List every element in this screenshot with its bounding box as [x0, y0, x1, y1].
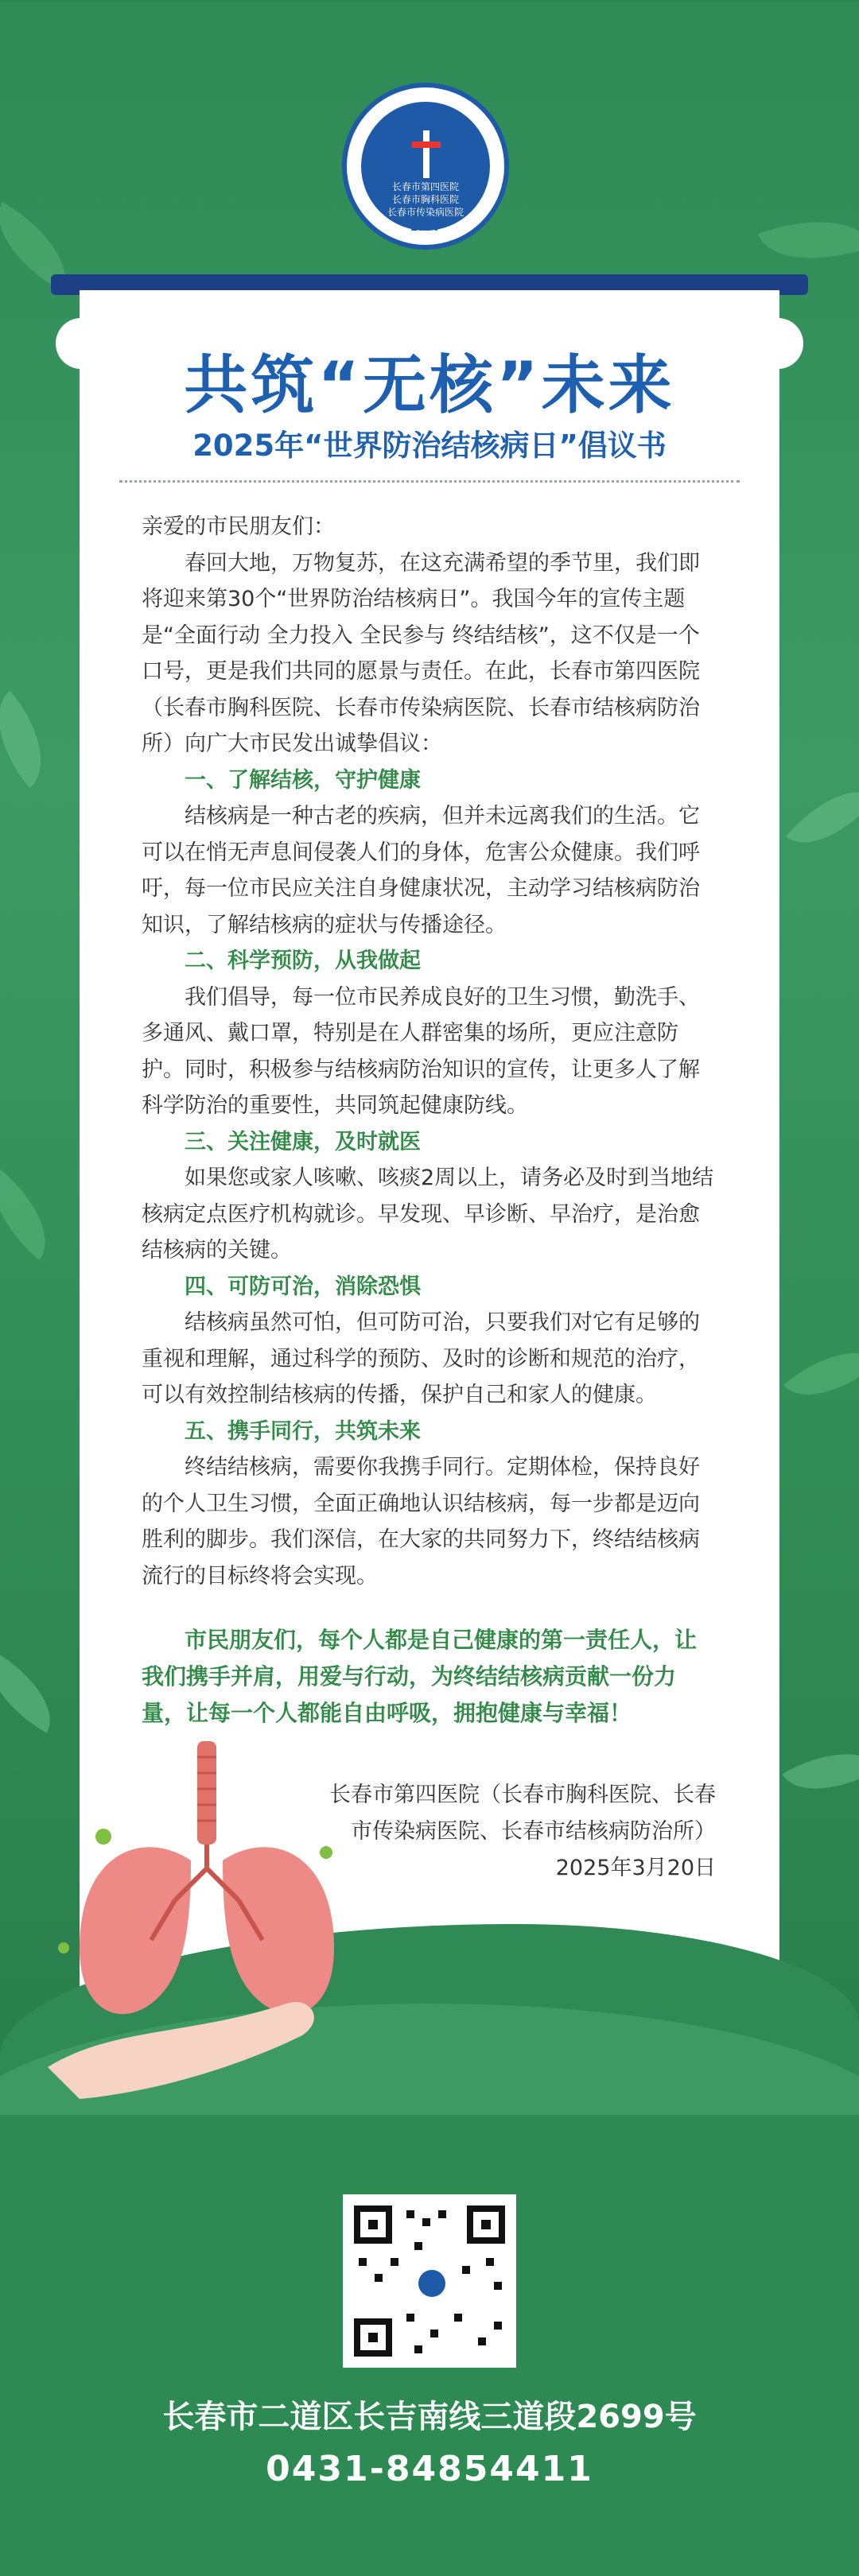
cross-icon [412, 130, 441, 178]
greeting: 亲爱的市民朋友们： [142, 514, 335, 539]
leaf-decoration-icon [783, 1329, 859, 1419]
section-text: 我们倡导，每一位市民养成良好的卫生习惯，勤洗手、多通风、戴口罩，特别是在人群密集的场所，更应注意防护。同时，积极参与结核病防治知识的宣传，让更多人了解科学防治的重要性，共同筑起健康防线。 [142, 984, 700, 1118]
signature [318, 1777, 716, 1887]
leaf-decoration-icon [0, 1651, 69, 1732]
logo-text-line3: 长春市传染病医院 [387, 207, 464, 218]
hospital-logo-icon [342, 83, 509, 250]
qr-code-icon [343, 2194, 516, 2368]
lungs-illustration-icon [48, 1741, 366, 2107]
section-text: 终结结核病，需要你我携手同行。定期体检，保持良好的个人卫生习惯，全面正确地认识结核病，每一步都是迈向胜利的脚步。我们深信，在大家的共同努力下，终结结核病流行的目标终将会实现。 [142, 1455, 700, 1589]
section-heading: 五、携手同行，共筑未来 [185, 1418, 421, 1444]
signature-date: 2025年3月20日 [555, 1856, 716, 1880]
logo-text-line1: 长春市第四医院 [391, 181, 459, 192]
logo-year: 1957 [410, 221, 441, 234]
section-text: 结核病虽然可怕，但可防可治，只要我们对它有足够的重视和理解，通过科学的预防、及时的诊断和规范的治疗，可以有效控制结核病的传播，保护自己和家人的健康。 [142, 1310, 700, 1407]
leaf-decoration-icon [0, 691, 66, 789]
page-title: 共筑“无核”未来 [184, 348, 675, 422]
logo-text-line2: 长春市胸科医院 [391, 194, 459, 205]
section-text: 如果您或家人咳嗽、咳痰2周以上，请务必及时到当地结核病定点医疗机构就诊。早发现、早诊断、早治疗，是治愈结核病的关键。 [142, 1166, 714, 1263]
letter-body [142, 509, 717, 1594]
page-subtitle: 2025年“世界防治结核病日”倡议书 [192, 429, 667, 463]
section-text: 结核病是一种古老的疾病，但并未远离我们的生活。它可以在悄无声息间侵袭人们的身体，危害公众健康。我们呼吁，每一位市民应关注自身健康状况，主动学习结核病防治知识，了解结核病的症状与传播途径。 [142, 804, 700, 937]
footer-phone: 0431-84854411 [266, 2449, 593, 2489]
intro-paragraph: 春回大地，万物复苏，在这充满希望的季节里，我们即将迎来第30个“世界防治结核病日”。我国今年的宣传主题是“全面行动 全力投入 全民参与 终结结核”，这不仅是一个口号，更是我们共同的愿景与责任。在此，长春市第四医院（长春市胸科医院、长春市传染病医院、长春市结核病防治所）向广大市民发出诚挚倡议： [142, 550, 700, 756]
leaf-decoration-icon [758, 199, 859, 282]
leaf-decoration-icon [786, 770, 859, 865]
leaf-decoration-icon [0, 1170, 68, 1260]
section-heading: 四、可防可治，消除恐惧 [185, 1274, 421, 1299]
divider [119, 480, 740, 483]
section-heading: 二、科学预防，从我做起 [185, 949, 421, 973]
section-heading: 一、了解结核，守护健康 [185, 767, 421, 793]
closing-paragraph: 市民朋友们，每个人都是自己健康的第一责任人，让我们携手并肩，用爱与行动，为终结结核病贡献一份力量，让每一个人都能自由呼吸，拥抱健康与幸福！ [142, 1627, 698, 1726]
signature-org: 长春市第四医院（长春市胸科医院、长春市传染病医院、长春市结核病防治所） [329, 1783, 716, 1844]
qr-logo-icon [416, 2268, 448, 2299]
section-heading: 三、关注健康，及时就医 [185, 1129, 421, 1154]
footer-address: 长春市二道区长吉南线三道段2699号 [162, 2399, 697, 2435]
leaf-decoration-icon [782, 1730, 859, 1812]
